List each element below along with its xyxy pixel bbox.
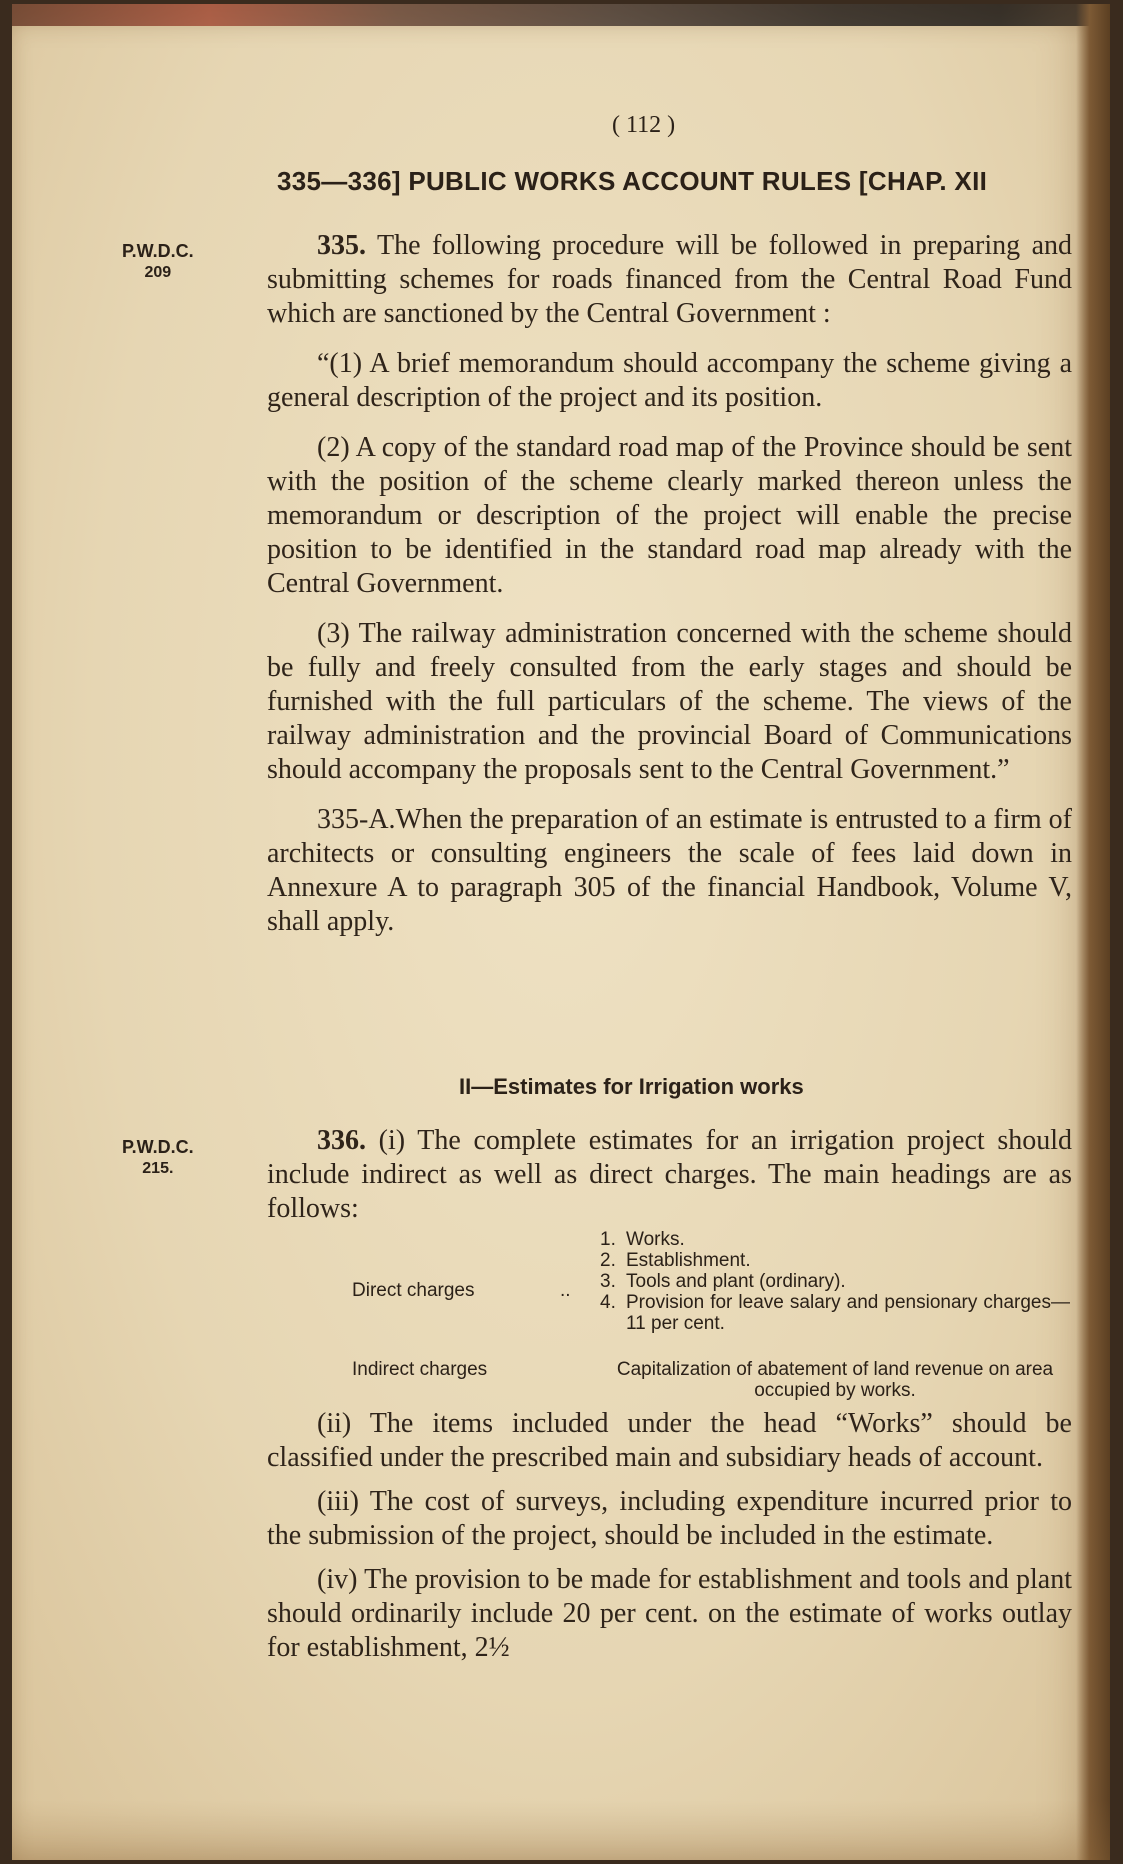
section-heading: II—Estimates for Irrigation works [459, 1074, 804, 1099]
margin-ref-number: 215. [142, 1160, 174, 1177]
item-number: 2. [600, 1250, 616, 1271]
item-text: Establishment. [626, 1250, 751, 1271]
page-number: ( 112 ) [612, 112, 676, 138]
item-text: Provision for leave salary and pensionary charges—11 per cent. [626, 1292, 1070, 1334]
page-bottom-wear [12, 1800, 1110, 1860]
item-number: 4. [600, 1292, 616, 1313]
para-335-3: (3) The railway administration concerned with the scheme should be fully and freely consulted from the early stages and should be furnished with the full particulars of the scheme. The views of the railway administration and the provincial Board of Communications should accompany the proposals sent to the Central Government.” [267, 618, 1072, 785]
leader-dots: .. [560, 1280, 571, 1301]
para-336-block [267, 1124, 1072, 1226]
para-335-2: (2) A copy of the standard road map of the Province should be sent with the position of the scheme clearly marked thereon unless the memorandum or description of the project will enable the precise position to be identified in the standard road map already with the Central Government. [267, 432, 1072, 599]
margin-reference-215 [122, 1137, 194, 1179]
para-335-1: “(1) A brief memorandum should accompany the scheme giving a general description of the project and its position. [267, 348, 1072, 413]
para-336-iii: (iii) The cost of surveys, including expenditure incurred prior to the submission of the project, should be included in the estimate. [267, 1486, 1072, 1551]
item-number: 3. [600, 1271, 616, 1292]
indirect-charges-text: Capitalization of abatement of land revenue on area occupied by works. [616, 1359, 1054, 1401]
item-number: 1. [600, 1229, 616, 1250]
para-336-cont-block [267, 1407, 1072, 1665]
direct-charges-label: Direct charges [352, 1280, 475, 1301]
para-335A: 335-A.When the preparation of an estimate is entrusted to a firm of architects or consulting engineers the scale of fees laid down in Annexure A to paragraph 305 of the financial Handbook, Volume V, shall apply. [267, 804, 1072, 937]
list-item [600, 1250, 1070, 1271]
para-336-number: 336. [317, 1125, 366, 1156]
indirect-charges-label: Indirect charges [352, 1359, 488, 1380]
page-top-edge [12, 4, 1110, 26]
para-335-text: The following procedure will be followed in preparing and submitting schemes for roads financed from the Central Road Fund which are sanctioned by the Central Government : [267, 230, 1073, 329]
direct-charges-list [600, 1229, 1070, 1334]
document-page [12, 4, 1110, 1860]
para-335 [267, 229, 1072, 331]
para-335-block [267, 229, 1072, 939]
item-text: Works. [626, 1229, 685, 1250]
page-binding-edge [1076, 4, 1110, 1860]
running-head: 335—336] PUBLIC WORKS ACCOUNT RULES [CHAP. XII [277, 166, 988, 196]
item-text: Tools and plant (ordinary). [626, 1271, 846, 1292]
para-336-ii: (ii) The items included under the head “Works” should be classified under the prescribed main and subsidiary heads of account. [267, 1408, 1072, 1473]
margin-ref-number: 209 [144, 264, 172, 281]
margin-reference-209 [122, 241, 194, 283]
list-item [600, 1229, 1070, 1250]
margin-ref-label: P.W.D.C. [122, 1137, 194, 1157]
list-item [600, 1271, 1070, 1292]
list-item [600, 1292, 1070, 1334]
para-336-iv: (iv) The provision to be made for establishment and tools and plant should ordinarily include 20 per cent. on the estimate of works outlay for establishment, 2½ [267, 1564, 1072, 1663]
para-336-i [267, 1124, 1072, 1226]
margin-ref-label: P.W.D.C. [122, 241, 194, 261]
para-335-number: 335. [317, 230, 366, 261]
para-336-i-text: (i) The complete estimates for an irrigation project should include indirect as well as direct charges. The main headings are as follows: [267, 1125, 1072, 1224]
